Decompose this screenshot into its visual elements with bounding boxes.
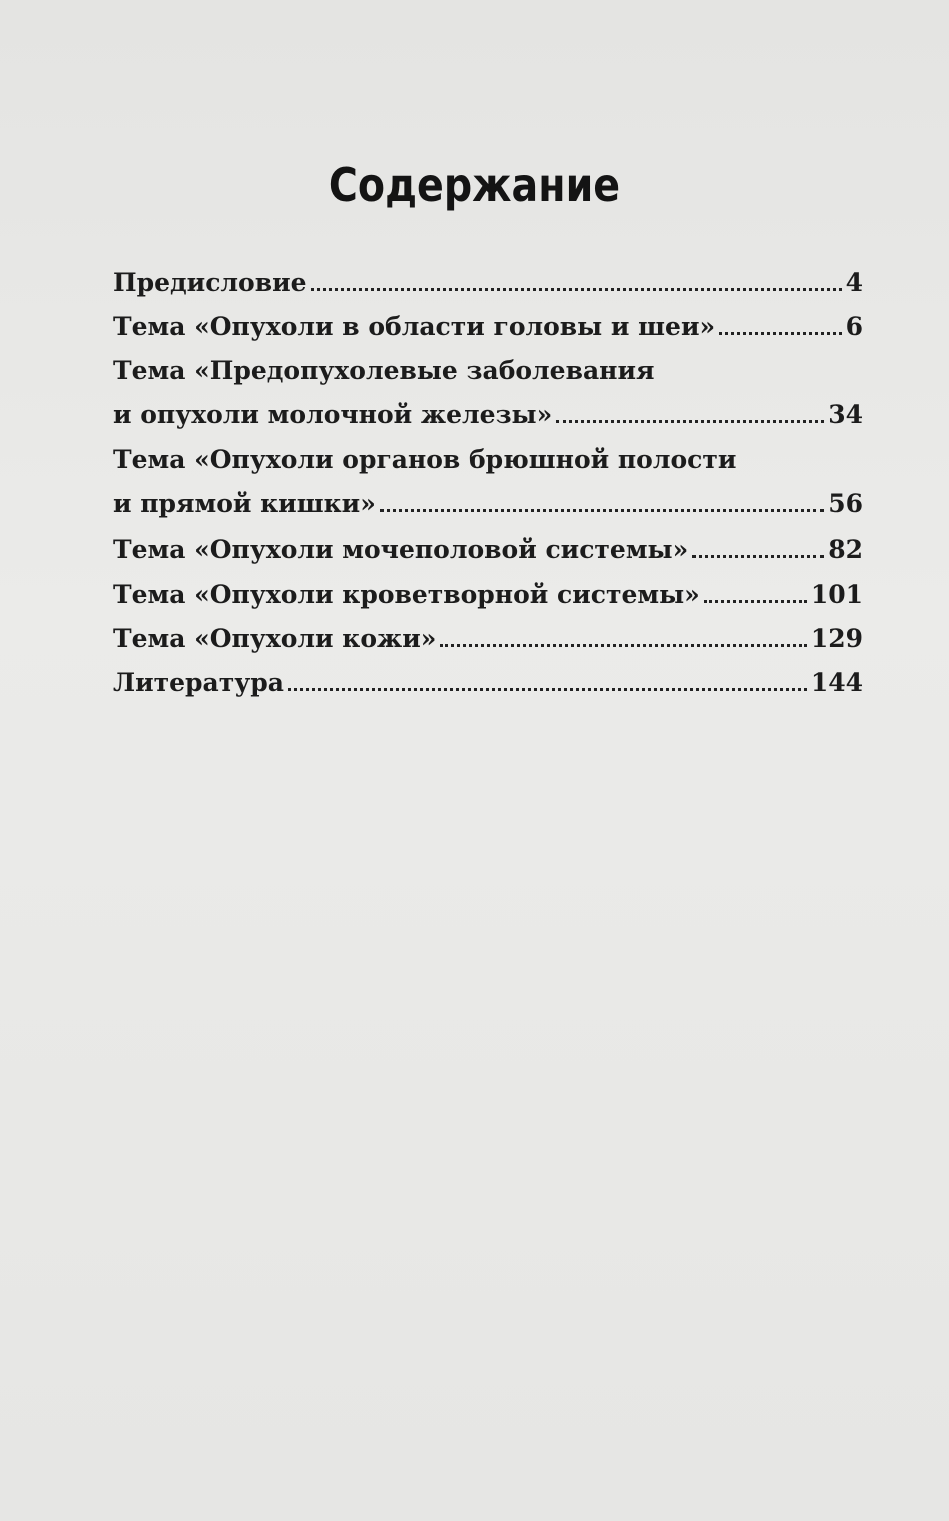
toc-entry-title-line2: и прямой кишки» [113,489,376,518]
toc-entry-head-neck [113,312,863,342]
toc-entry-breast [113,356,863,430]
toc-page-number: 4 [845,268,863,297]
dot-leader [311,288,842,291]
toc-entry-preface [113,268,863,298]
toc-page-number: 101 [810,580,863,609]
page-title: Содержание [328,158,621,212]
toc-page-number: 144 [810,668,863,697]
toc-entry-title: Тема «Опухоли кожи» [113,624,437,653]
toc-entry-urogenital [113,535,863,565]
toc-entry-literature [113,668,863,698]
toc-entry-title-line1: Тема «Предопухолевые заболевания [113,356,655,385]
toc-entry-abdominal [113,445,863,519]
dot-leader [704,600,807,603]
dot-leader [556,420,824,423]
toc-entry-hematopoietic [113,580,863,610]
toc-entry-title: Тема «Опухоли кроветворной системы» [113,580,700,609]
toc-page-number: 129 [810,624,863,653]
toc-page-number: 82 [828,535,863,564]
toc-entry-title: Литература [113,668,284,697]
toc-entry-title: Тема «Опухоли в области головы и шеи» [113,312,716,341]
dot-leader [719,332,841,335]
toc-page-number: 56 [828,489,863,518]
dot-leader [288,688,807,691]
dot-leader [380,509,824,512]
toc-entry-title: Тема «Опухоли мочеполовой системы» [113,535,689,564]
toc-entry-title-line1: Тема «Опухоли органов брюшной полости [113,445,737,474]
dot-leader [692,555,824,558]
toc-page-number: 6 [845,312,863,341]
toc-entry-title-line2: и опухоли молочной железы» [113,400,553,429]
toc-page-number: 34 [828,400,863,429]
toc-entry-title: Предисловие [113,268,307,297]
toc-entry-skin [113,624,863,654]
dot-leader [440,644,806,647]
